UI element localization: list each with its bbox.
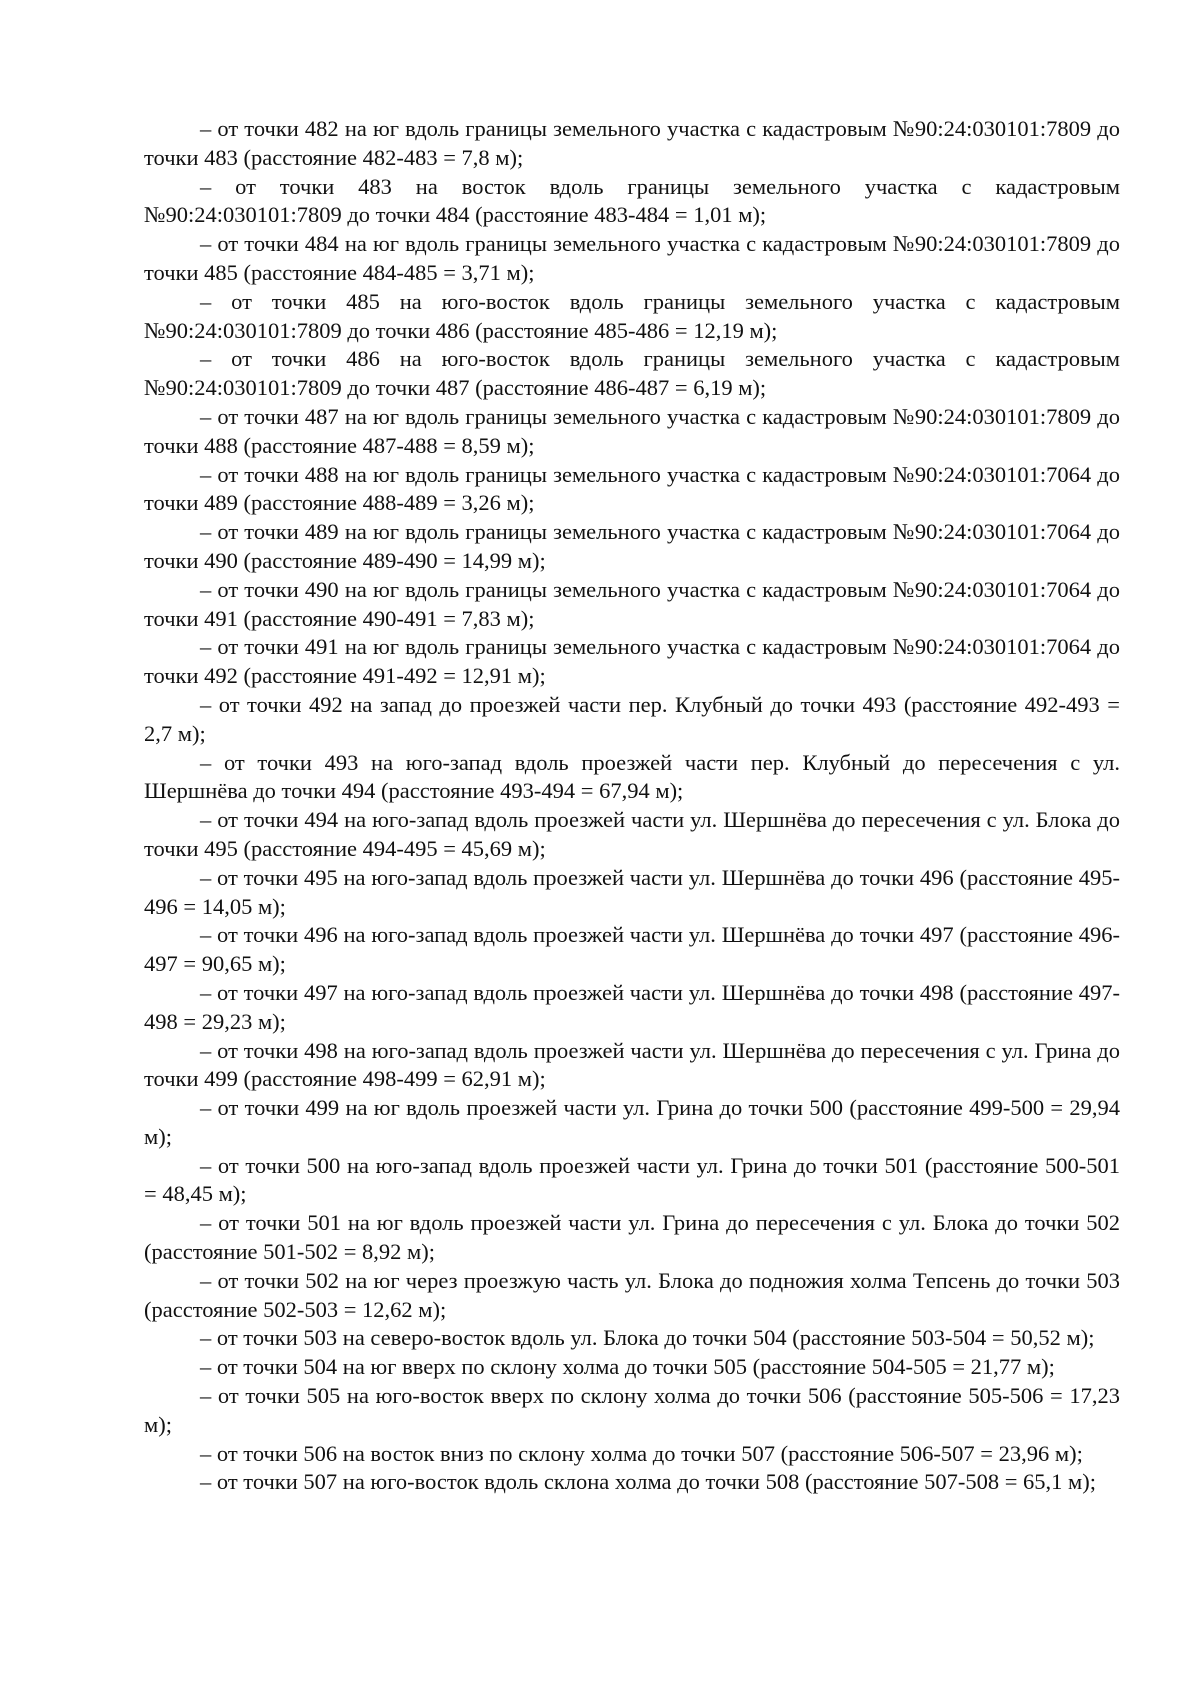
- paragraph: – от точки 485 на юго-восток вдоль границы земельного участка с кадастровым №90:24:030101:7809 до точки 486 (расстояние 485-486 = 12,19 м);: [144, 288, 1120, 343]
- paragraph: – от точки 486 на юго-восток вдоль границы земельного участка с кадастровым №90:24:030101:7809 до точки 487 (расстояние 486-487 = 6,19 м);: [144, 346, 1120, 401]
- paragraph: – от точки 494 на юго-запад вдоль проезжей части ул. Шершнёва до пересечения с ул. Блока до точки 495 (расстояние 494-495 = 45,69 м);: [144, 807, 1120, 861]
- paragraph: – от точки 493 на юго-запад вдоль проезжей части пер. Клубный до пересечения с ул. Шершнёва до точки 494 (расстояние 493-494 = 67,94 м);: [144, 749, 1120, 804]
- paragraph: – от точки 483 на восток вдоль границы земельного участка с кадастровым №90:24:030101:7809 до точки 484 (расстояние 483-484 = 1,01 м);: [144, 173, 1120, 228]
- paragraph: – от точки 500 на юго-запад вдоль проезжей части ул. Грина до точки 501 (расстояние 500-501 = 48,45 м);: [144, 1152, 1120, 1207]
- paragraph: – от точки 499 на юг вдоль проезжей части ул. Грина до точки 500 (расстояние 499-500 = 29,94 м);: [144, 1095, 1120, 1149]
- paragraph: – от точки 497 на юго-запад вдоль проезжей части ул. Шершнёва до точки 498 (расстояние 497-498 = 29,23 м);: [144, 979, 1120, 1034]
- paragraph: – от точки 507 на юго-восток вдоль склона холма до точки 508 (расстояние 507-508 = 65,1 м);: [200, 1469, 1096, 1495]
- paragraph: – от точки 496 на юго-запад вдоль проезжей части ул. Шершнёва до точки 497 (расстояние 496-497 = 90,65 м);: [144, 922, 1120, 977]
- paragraph: – от точки 489 на юг вдоль границы земельного участка с кадастровым №90:24:030101:7064 до точки 490 (расстояние 489-490 = 14,99 м);: [144, 519, 1120, 573]
- paragraph: – от точки 490 на юг вдоль границы земельного участка с кадастровым №90:24:030101:7064 до точки 491 (расстояние 490-491 = 7,83 м);: [144, 576, 1120, 631]
- paragraph: – от точки 482 на юг вдоль границы земельного участка с кадастровым №90:24:030101:7809 до точки 483 (расстояние 482-483 = 7,8 м);: [144, 116, 1120, 170]
- paragraph: – от точки 491 на юг вдоль границы земельного участка с кадастровым №90:24:030101:7064 до точки 492 (расстояние 491-492 = 12,91 м);: [144, 634, 1120, 689]
- document-body: [144, 115, 1120, 1497]
- paragraph: – от точки 502 на юг через проезжую часть ул. Блока до подножия холма Тепсень до точки 503 (расстояние 502-503 = 12,62 м);: [144, 1267, 1120, 1322]
- paragraph: – от точки 488 на юг вдоль границы земельного участка с кадастровым №90:24:030101:7064 до точки 489 (расстояние 488-489 = 3,26 м);: [144, 461, 1120, 516]
- paragraph: – от точки 503 на северо-восток вдоль ул. Блока до точки 504 (расстояние 503-504 = 50,52 м);: [200, 1325, 1095, 1351]
- paragraph: – от точки 506 на восток вниз по склону холма до точки 507 (расстояние 506-507 = 23,96 м);: [200, 1440, 1083, 1466]
- paragraph: – от точки 498 на юго-запад вдоль проезжей части ул. Шершнёва до пересечения с ул. Грина до точки 499 (расстояние 498-499 = 62,91 м);: [144, 1037, 1120, 1092]
- paragraph: – от точки 492 на запад до проезжей части пер. Клубный до точки 493 (расстояние 492-493 = 2,7 м);: [144, 691, 1120, 746]
- paragraph: – от точки 501 на юг вдоль проезжей части ул. Грина до пересечения с ул. Блока до точки 502 (расстояние 501-502 = 8,92 м);: [144, 1210, 1120, 1265]
- paragraph: – от точки 505 на юго-восток вверх по склону холма до точки 506 (расстояние 505-506 = 17,23 м);: [144, 1383, 1120, 1437]
- paragraph: – от точки 495 на юго-запад вдоль проезжей части ул. Шершнёва до точки 496 (расстояние 495-496 = 14,05 м);: [144, 864, 1120, 919]
- paragraph: – от точки 487 на юг вдоль границы земельного участка с кадастровым №90:24:030101:7809 до точки 488 (расстояние 487-488 = 8,59 м);: [144, 403, 1120, 458]
- paragraph: – от точки 504 на юг вверх по склону холма до точки 505 (расстояние 504-505 = 21,77 м);: [200, 1354, 1055, 1380]
- paragraph: – от точки 484 на юг вдоль границы земельного участка с кадастровым №90:24:030101:7809 до точки 485 (расстояние 484-485 = 3,71 м);: [144, 231, 1120, 285]
